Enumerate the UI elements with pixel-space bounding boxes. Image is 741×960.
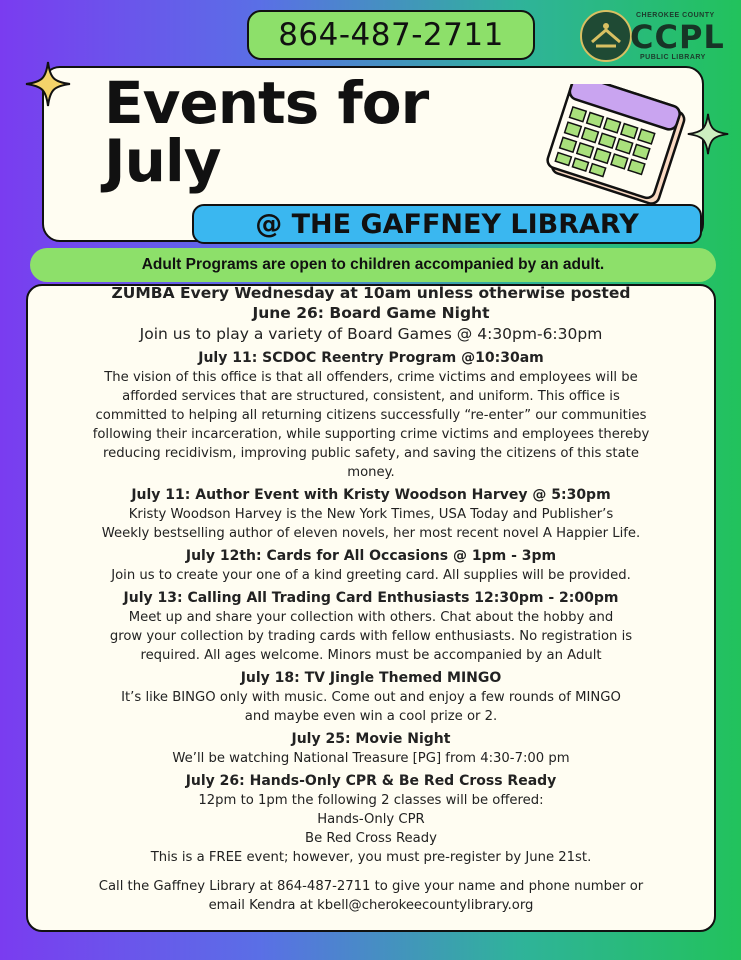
library-logo — [580, 10, 726, 64]
contact-footer — [30, 877, 712, 915]
event-desc-line: and maybe even win a cool prize or 2. — [244, 709, 498, 724]
logo-county-text: CHEROKEE COUNTY — [636, 12, 715, 19]
board-game-title: June 26: Board Game Night — [252, 304, 490, 322]
events-content — [30, 284, 712, 915]
phone-number: 864-487-2711 — [247, 10, 535, 60]
event-title: July 18: TV Jingle Themed MINGO — [240, 670, 502, 686]
event-desc-line: Be Red Cross Ready — [305, 831, 437, 846]
event-desc-line: The vision of this office is that all offenders, crime victims and employees will be — [104, 370, 638, 385]
event-desc-line: grow your collection by trading cards with fellow enthusiasts. No registration is — [109, 629, 633, 644]
event-title: July 25: Movie Night — [291, 731, 451, 747]
zumba-notice: ZUMBA Every Wednesday at 10am unless otherwise posted — [111, 284, 631, 302]
event-desc-line: Join us to create your one of a kind greeting card. All supplies will be provided. — [111, 568, 631, 583]
event-desc-line: Kristy Woodson Harvey is the New York Times, USA Today and Publisher’s — [128, 507, 614, 522]
event-title: July 11: Author Event with Kristy Woodson Harvey @ 5:30pm — [131, 487, 611, 503]
event-title: July 26: Hands-Only CPR & Be Red Cross Ready — [185, 773, 557, 789]
calendar-icon — [540, 84, 690, 214]
footer-line: Call the Gaffney Library at 864-487-2711 to give your name and phone number or — [98, 879, 644, 894]
event-title: July 11: SCDOC Reentry Program @10:30am — [198, 350, 544, 366]
event-desc-line: This is a FREE event; however, you must pre-register by June 21st. — [150, 850, 592, 865]
logo-emblem-icon — [580, 10, 632, 62]
title-line-1: Events for — [104, 69, 429, 137]
event-desc-line: Meet up and share your collection with others. Chat about the hobby and — [128, 610, 614, 625]
event-item — [30, 730, 712, 768]
event-desc-line: We’ll be watching National Treasure [PG] from 4:30-7:00 pm — [172, 751, 570, 766]
event-desc-line: It’s like BINGO only with music. Come out and enjoy a few rounds of MINGO — [121, 690, 621, 705]
event-desc-line: money. — [347, 465, 395, 480]
adult-programs-notice: Adult Programs are open to children accompanied by an adult. — [30, 248, 716, 282]
event-title: July 13: Calling All Trading Card Enthusiasts 12:30pm - 2:00pm — [123, 590, 619, 606]
event-desc-line: Hands-Only CPR — [317, 812, 425, 827]
sparkle-icon — [686, 112, 730, 156]
event-item — [30, 589, 712, 665]
logo-sub-text: PUBLIC LIBRARY — [640, 54, 706, 61]
event-title: July 12th: Cards for All Occasions @ 1pm - 3pm — [185, 548, 557, 564]
event-item — [30, 772, 712, 867]
event-desc-line: committed to helping all returning citizens successfully “re-enter” our communities — [95, 408, 647, 423]
event-item — [30, 486, 712, 543]
event-desc-line: 12pm to 1pm the following 2 classes will be offered: — [198, 793, 544, 808]
event-desc-line: Weekly bestselling author of eleven novels, her most recent novel A Happier Life. — [101, 526, 641, 541]
footer-line: email Kendra at kbell@cherokeecountylibrary.org — [208, 898, 534, 913]
board-game-desc: Join us to play a variety of Board Games @ 4:30pm-6:30pm — [139, 325, 603, 343]
sparkle-icon — [24, 60, 72, 108]
event-desc-line: required. All ages welcome. Minors must be accompanied by an Adult — [140, 648, 602, 663]
logo-name-text: CCPL — [630, 18, 725, 56]
event-desc-line: following their incarceration, while supporting crime victims and employees thereby — [92, 427, 650, 442]
page-title — [104, 69, 504, 195]
location-banner: @ THE GAFFNEY LIBRARY — [192, 204, 702, 244]
event-item — [30, 547, 712, 585]
event-item — [30, 669, 712, 726]
event-desc-line: afforded services that are structured, consistent, and uniform. This office is — [122, 389, 620, 404]
title-line-2: July — [104, 127, 221, 195]
event-item — [30, 349, 712, 482]
event-desc-line: reducing recidivism, improving public safety, and saving the citizens of this state — [103, 446, 639, 461]
